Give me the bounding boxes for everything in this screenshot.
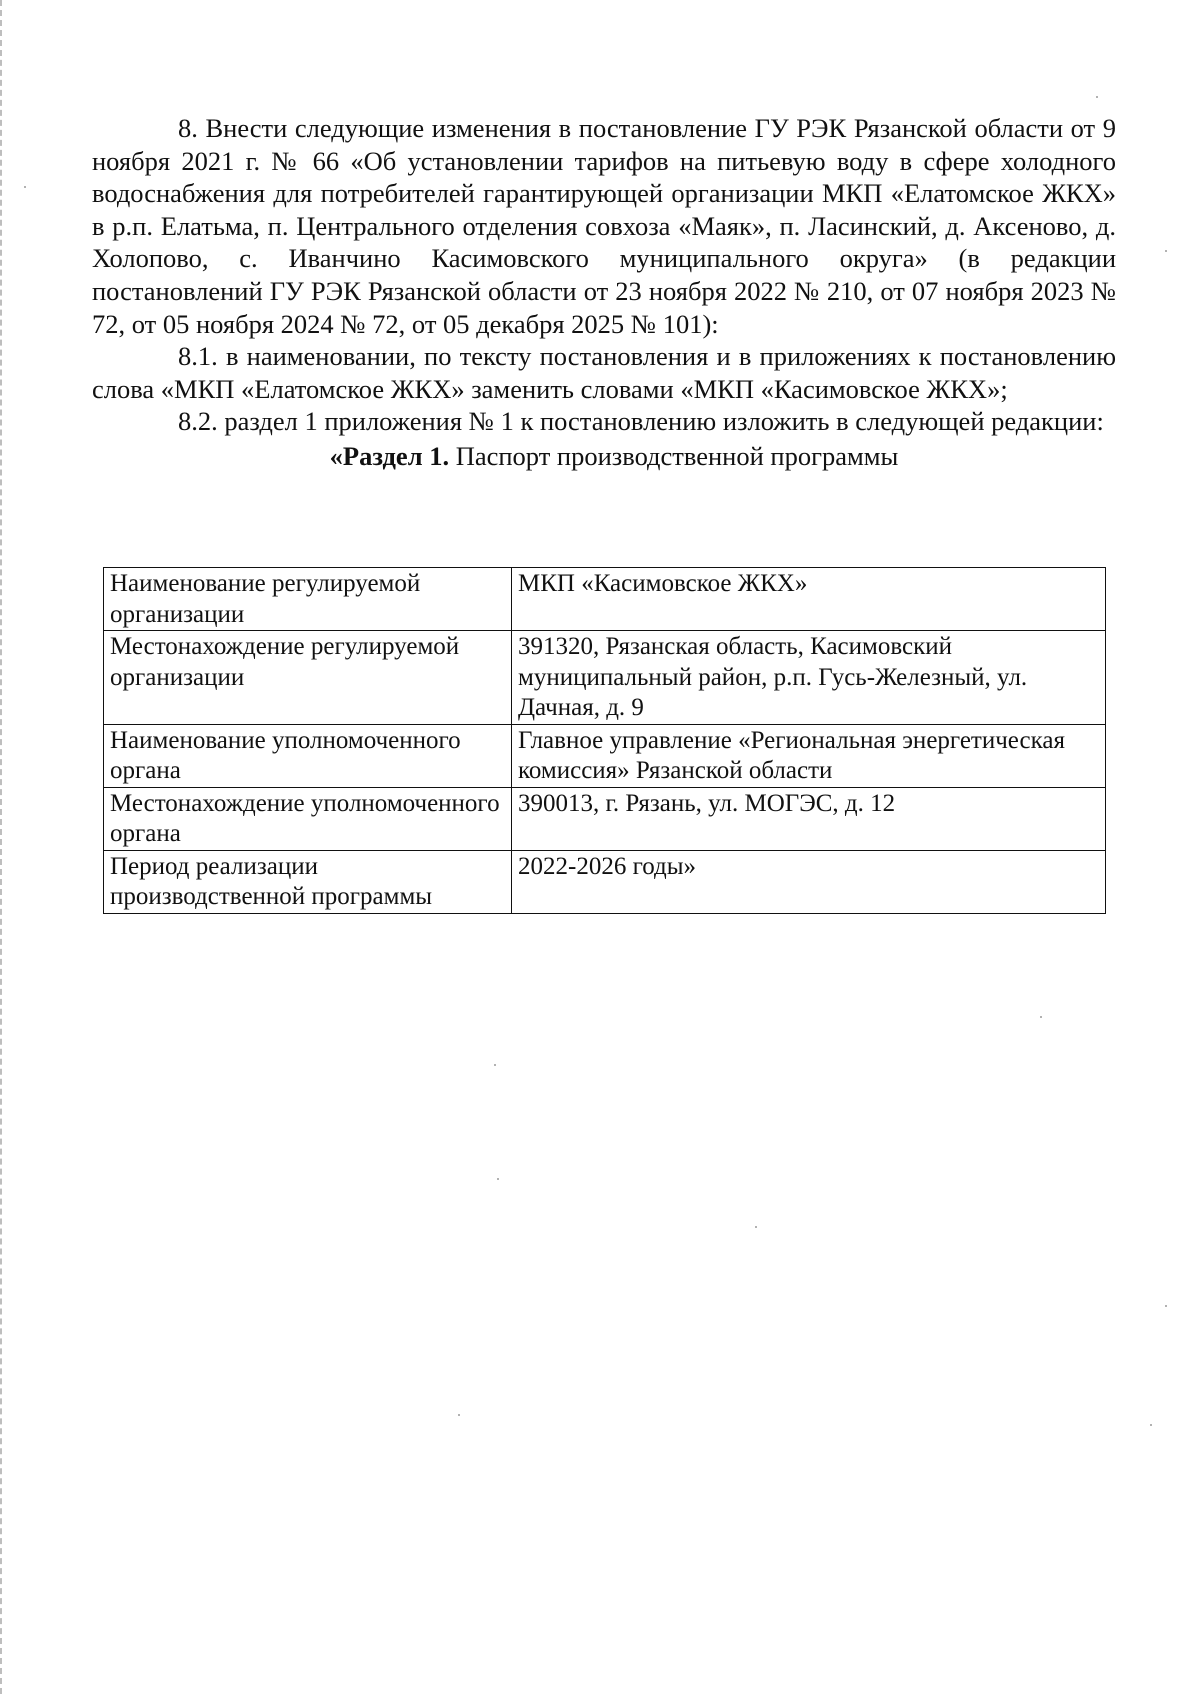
table-cell-label: Наименование регулируемой организации	[104, 568, 512, 631]
passport-table	[103, 567, 1106, 914]
section-heading	[92, 440, 1116, 473]
table-cell-label: Наименование уполномоченного органа	[104, 724, 512, 787]
table-cell-label: Местонахождение регулируемой организации	[104, 631, 512, 725]
table-row	[104, 631, 1106, 725]
table-row	[104, 724, 1106, 787]
section-title: Паспорт производственной программы	[455, 440, 899, 471]
paragraph-8-2: 8.2. раздел 1 приложения № 1 к постановлению изложить в следующей редакции:	[178, 406, 1104, 437]
scan-edge-line	[0, 0, 5, 1694]
table-cell-value: 2022-2026 годы»	[512, 850, 1106, 913]
paragraph-8: 8. Внести следующие изменения в постановление ГУ РЭК Рязанской области от 9 ноября 2021 г. № 66 «Об установлении тарифов на питьевую воду в сфере холодного водоснабжения для потребителей гарантирующей организации МКП «Елатомское ЖКХ» в р.п. Елатьма, п. Центрального отделения совхоза «Маяк», п. Ласинский, д. Аксеново, д. Холопово, с. Иванчино Касимовского муниципального округа» (в редакции постановлений ГУ РЭК Рязанской области от 23 ноября 2022 № 210, от 07 ноября 2023 № 72, от 05 ноября 2024 № 72, от 05 декабря 2025 № 101):	[92, 113, 1116, 339]
table-cell-label: Местонахождение уполномоченного органа	[104, 787, 512, 850]
table-cell-value: 390013, г. Рязань, ул. МОГЭС, д. 12	[512, 787, 1106, 850]
table-cell-value: МКП «Касимовское ЖКХ»	[512, 568, 1106, 631]
paragraph-8-1: 8.1. в наименовании, по тексту постановления и в приложениях к постановлению слова «МКП «Елатомское ЖКХ» заменить словами «МКП «Касимовское ЖКХ»;	[92, 341, 1116, 404]
table-cell-value: 391320, Рязанская область, Касимовский муниципальный район, р.п. Гусь-Железный, ул. Дачная, д. 9	[512, 631, 1106, 725]
table-row	[104, 787, 1106, 850]
table-row	[104, 568, 1106, 631]
table-cell-value: Главное управление «Региональная энергетическая комиссия» Рязанской области	[512, 724, 1106, 787]
table-cell-label: Период реализации производственной программы	[104, 850, 512, 913]
table-row	[104, 850, 1106, 913]
section-label: «Раздел 1.	[329, 440, 450, 471]
document-body	[92, 112, 1116, 473]
